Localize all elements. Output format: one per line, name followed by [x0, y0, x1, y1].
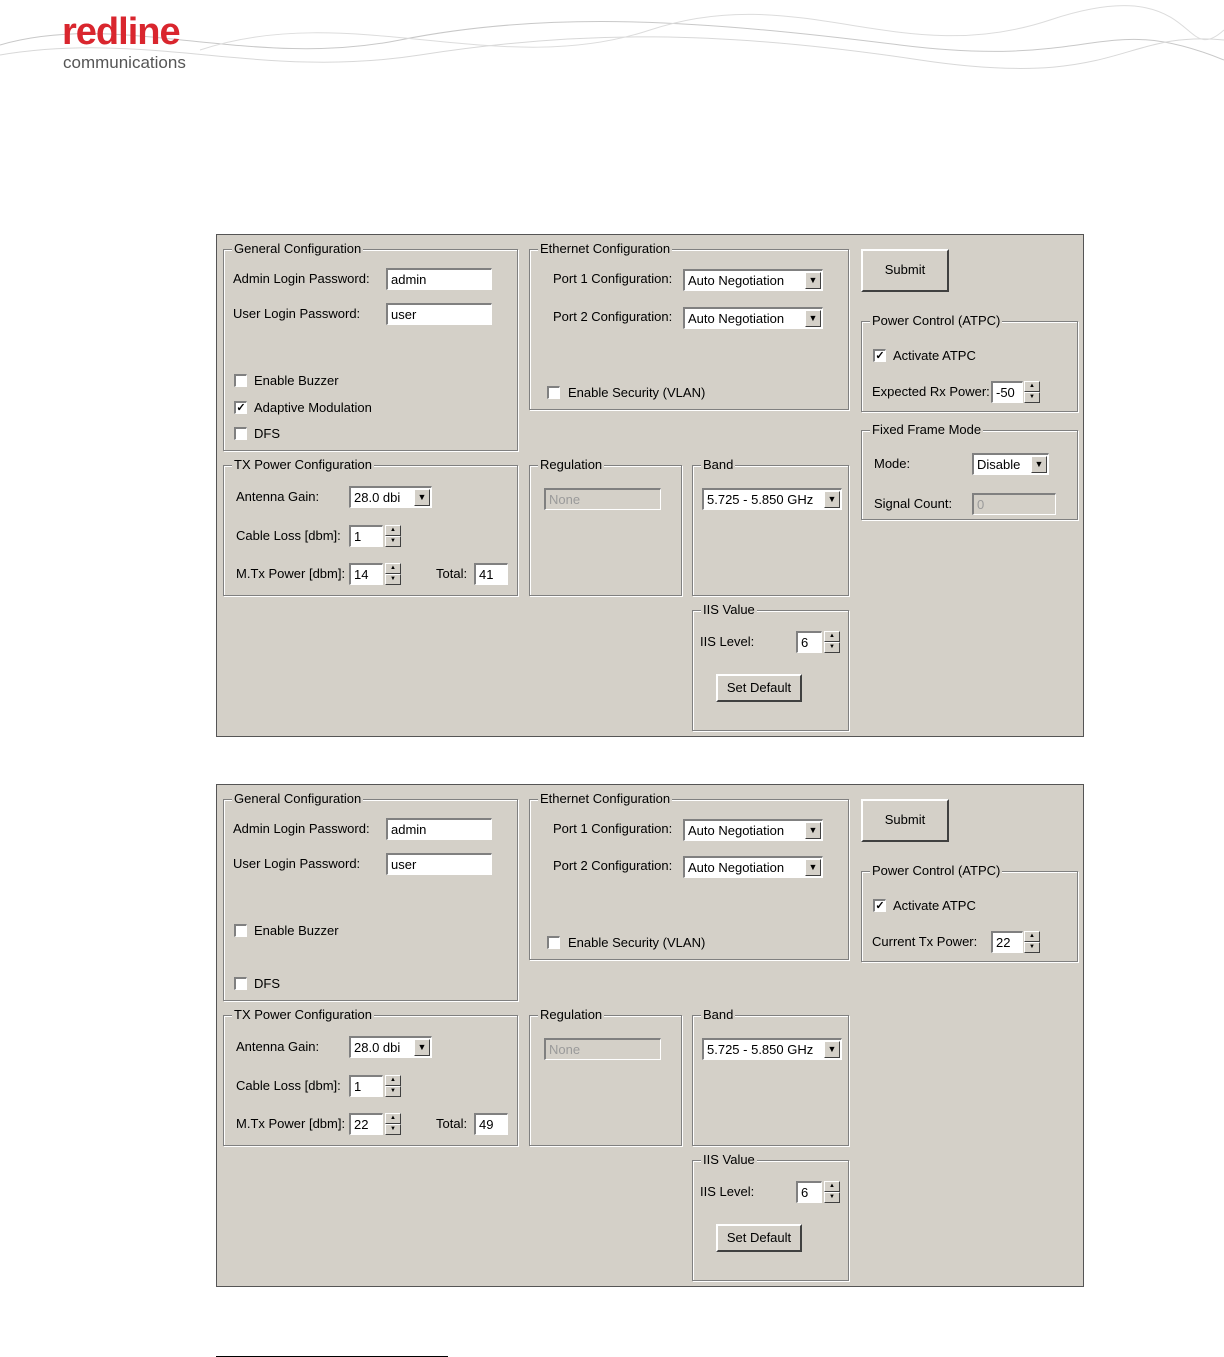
- cable-loss-label: Cable Loss [dbm]:: [236, 528, 341, 543]
- mtx-power-label: M.Tx Power [dbm]:: [236, 566, 346, 581]
- antenna-gain-select[interactable]: [349, 1036, 432, 1058]
- ethernet-config-group: [529, 241, 849, 410]
- spin-buttons[interactable]: [1024, 931, 1040, 953]
- port2-value: Auto Negotiation: [688, 860, 785, 875]
- iis-level-label: IIS Level:: [700, 1184, 755, 1199]
- dfs-label: DFS: [254, 976, 280, 991]
- user-password-input[interactable]: user: [386, 303, 492, 325]
- general-config-group: [223, 791, 518, 1001]
- brand-logo-word: redline: [62, 11, 180, 53]
- activate-atpc-checkbox[interactable]: ✓: [873, 899, 886, 912]
- spin-down-icon[interactable]: ▼: [1024, 392, 1040, 403]
- iis-level-input[interactable]: 6: [796, 631, 822, 653]
- spin-down-icon[interactable]: ▼: [385, 574, 401, 585]
- group-title: Power Control (ATPC): [872, 863, 1001, 878]
- current-tx-power-label: Current Tx Power:: [872, 934, 978, 949]
- group-title: Fixed Frame Mode: [872, 422, 982, 437]
- spin-up-icon[interactable]: ▲: [385, 1075, 401, 1086]
- chevron-down-icon[interactable]: ▼: [414, 1039, 430, 1056]
- page-header: [0, 0, 1224, 80]
- regulation-input: None: [544, 488, 661, 510]
- mode-label: Mode:: [874, 456, 911, 471]
- group-title: Power Control (ATPC): [872, 313, 1001, 328]
- config-panel-2: [216, 784, 1084, 1287]
- spin-up-icon[interactable]: ▲: [385, 525, 401, 536]
- user-password-label: User Login Password:: [233, 856, 361, 871]
- antenna-gain-value: 28.0 dbi: [354, 490, 401, 505]
- port1-label: Port 1 Configuration:: [553, 821, 673, 836]
- port2-select[interactable]: [683, 856, 823, 878]
- group-title: Band: [703, 1007, 734, 1022]
- group-title: Regulation: [540, 1007, 603, 1022]
- spin-up-icon[interactable]: ▲: [824, 1181, 840, 1192]
- chevron-down-icon[interactable]: ▼: [805, 822, 821, 839]
- port2-select[interactable]: [683, 307, 823, 329]
- spin-down-icon[interactable]: ▼: [824, 1192, 840, 1203]
- total-value-field: 49: [474, 1113, 508, 1135]
- iis-level-label: IIS Level:: [700, 634, 755, 649]
- dfs-label: DFS: [254, 426, 280, 441]
- iis-level-input[interactable]: 6: [796, 1181, 822, 1203]
- group-title: Regulation: [540, 457, 603, 472]
- cable-loss-input[interactable]: 1: [349, 1075, 383, 1097]
- band-group: [692, 1007, 849, 1146]
- group-title: Band: [703, 457, 734, 472]
- chevron-down-icon[interactable]: ▼: [805, 272, 821, 289]
- vlan-checkbox[interactable]: [547, 936, 560, 949]
- chevron-down-icon[interactable]: ▼: [805, 859, 821, 876]
- group-title: TX Power Configuration: [234, 1007, 373, 1022]
- admin-password-label: Admin Login Password:: [233, 821, 370, 836]
- activate-atpc-checkbox[interactable]: ✓: [873, 349, 886, 362]
- spin-up-icon[interactable]: ▲: [824, 631, 840, 642]
- enable-buzzer-checkbox[interactable]: [234, 374, 247, 387]
- tx-power-group: [223, 1007, 518, 1146]
- current-tx-power-input[interactable]: 22: [991, 931, 1023, 953]
- config-panel-1: [216, 234, 1084, 737]
- cable-loss-input[interactable]: 1: [349, 525, 383, 547]
- brand-logo-subtitle: communications: [63, 53, 186, 72]
- fixed-frame-group: [861, 422, 1078, 520]
- set-default-button[interactable]: Set Default: [716, 674, 802, 702]
- mode-value: Disable: [977, 457, 1021, 472]
- chevron-down-icon[interactable]: ▼: [824, 1041, 840, 1058]
- signal-count-label: Signal Count:: [874, 496, 953, 511]
- adaptive-modulation-checkbox[interactable]: ✓: [234, 401, 247, 414]
- spin-buttons[interactable]: [385, 525, 401, 547]
- activate-atpc-label: Activate ATPC: [893, 898, 976, 913]
- regulation-group: [529, 457, 682, 596]
- group-title: TX Power Configuration: [234, 457, 373, 472]
- group-title: General Configuration: [234, 241, 362, 256]
- vlan-label: Enable Security (VLAN): [568, 935, 706, 950]
- expected-rx-power-input[interactable]: -50: [991, 381, 1023, 403]
- group-title: Ethernet Configuration: [540, 241, 671, 256]
- spin-buttons[interactable]: [824, 1181, 840, 1203]
- activate-atpc-label: Activate ATPC: [893, 348, 976, 363]
- antenna-gain-label: Antenna Gain:: [236, 1039, 320, 1054]
- mtx-power-label: M.Tx Power [dbm]:: [236, 1116, 346, 1131]
- mtx-power-input[interactable]: 14: [349, 563, 383, 585]
- spin-down-icon[interactable]: ▼: [1024, 942, 1040, 953]
- spin-up-icon[interactable]: ▲: [385, 563, 401, 574]
- antenna-gain-select[interactable]: [349, 486, 432, 508]
- port2-label: Port 2 Configuration:: [553, 858, 673, 873]
- user-password-input[interactable]: user: [386, 853, 492, 875]
- vlan-checkbox[interactable]: [547, 386, 560, 399]
- spin-buttons[interactable]: [1024, 381, 1040, 403]
- chevron-down-icon[interactable]: ▼: [414, 489, 430, 506]
- spin-buttons[interactable]: [385, 1113, 401, 1135]
- dfs-checkbox[interactable]: [234, 977, 247, 990]
- group-title: Ethernet Configuration: [540, 791, 671, 806]
- chevron-down-icon[interactable]: ▼: [1031, 456, 1047, 473]
- spin-up-icon[interactable]: ▲: [1024, 931, 1040, 942]
- submit-button[interactable]: Submit: [861, 249, 949, 292]
- band-group: [692, 457, 849, 596]
- adaptive-modulation-label: Adaptive Modulation: [254, 400, 372, 415]
- port2-value: Auto Negotiation: [688, 311, 785, 326]
- iis-value-group: [692, 602, 849, 731]
- regulation-group: [529, 1007, 682, 1146]
- cable-loss-label: Cable Loss [dbm]:: [236, 1078, 341, 1093]
- spin-buttons[interactable]: [824, 631, 840, 653]
- antenna-gain-label: Antenna Gain:: [236, 489, 320, 504]
- group-title: IIS Value: [703, 1152, 755, 1167]
- total-value-field: 41: [474, 563, 508, 585]
- mtx-power-input[interactable]: 22: [349, 1113, 383, 1135]
- band-select[interactable]: [702, 488, 842, 510]
- enable-buzzer-label: Enable Buzzer: [254, 373, 339, 388]
- port1-select[interactable]: [683, 269, 823, 291]
- band-select[interactable]: [702, 1038, 842, 1060]
- ethernet-config-group: [529, 791, 849, 960]
- spin-down-icon[interactable]: ▼: [385, 536, 401, 547]
- port1-value: Auto Negotiation: [688, 273, 785, 288]
- admin-password-label: Admin Login Password:: [233, 271, 370, 286]
- atpc-group: [861, 863, 1078, 962]
- spin-up-icon[interactable]: ▲: [1024, 381, 1040, 392]
- band-value: 5.725 - 5.850 GHz: [707, 492, 814, 507]
- spin-buttons[interactable]: [385, 1075, 401, 1097]
- enable-buzzer-checkbox[interactable]: [234, 924, 247, 937]
- antenna-gain-value: 28.0 dbi: [354, 1040, 401, 1055]
- submit-button[interactable]: Submit: [861, 799, 949, 842]
- port2-label: Port 2 Configuration:: [553, 309, 673, 324]
- admin-password-input[interactable]: admin: [386, 818, 492, 840]
- spin-buttons[interactable]: [385, 563, 401, 585]
- mode-select[interactable]: [972, 453, 1049, 475]
- group-title: IIS Value: [703, 602, 755, 617]
- spin-down-icon[interactable]: ▼: [385, 1124, 401, 1135]
- set-default-button[interactable]: Set Default: [716, 1224, 802, 1252]
- port1-label: Port 1 Configuration:: [553, 271, 673, 286]
- spin-down-icon[interactable]: ▼: [824, 642, 840, 653]
- iis-value-group: [692, 1152, 849, 1281]
- signal-count-input: 0: [972, 493, 1056, 515]
- expected-rx-power-label: Expected Rx Power:: [872, 384, 990, 399]
- chevron-down-icon[interactable]: ▼: [824, 491, 840, 508]
- spin-down-icon[interactable]: ▼: [385, 1086, 401, 1097]
- vlan-label: Enable Security (VLAN): [568, 385, 706, 400]
- dfs-checkbox[interactable]: [234, 427, 247, 440]
- total-label: Total:: [436, 1116, 468, 1131]
- atpc-group: [861, 313, 1078, 412]
- user-password-label: User Login Password:: [233, 306, 361, 321]
- group-title: General Configuration: [234, 791, 362, 806]
- regulation-input: None: [544, 1038, 661, 1060]
- port1-value: Auto Negotiation: [688, 823, 785, 838]
- admin-password-input[interactable]: admin: [386, 268, 492, 290]
- tx-power-group: [223, 457, 518, 596]
- port1-select[interactable]: [683, 819, 823, 841]
- total-label: Total:: [436, 566, 468, 581]
- chevron-down-icon[interactable]: ▼: [805, 310, 821, 327]
- general-config-group: [223, 241, 518, 451]
- band-value: 5.725 - 5.850 GHz: [707, 1042, 814, 1057]
- enable-buzzer-label: Enable Buzzer: [254, 923, 339, 938]
- spin-up-icon[interactable]: ▲: [385, 1113, 401, 1124]
